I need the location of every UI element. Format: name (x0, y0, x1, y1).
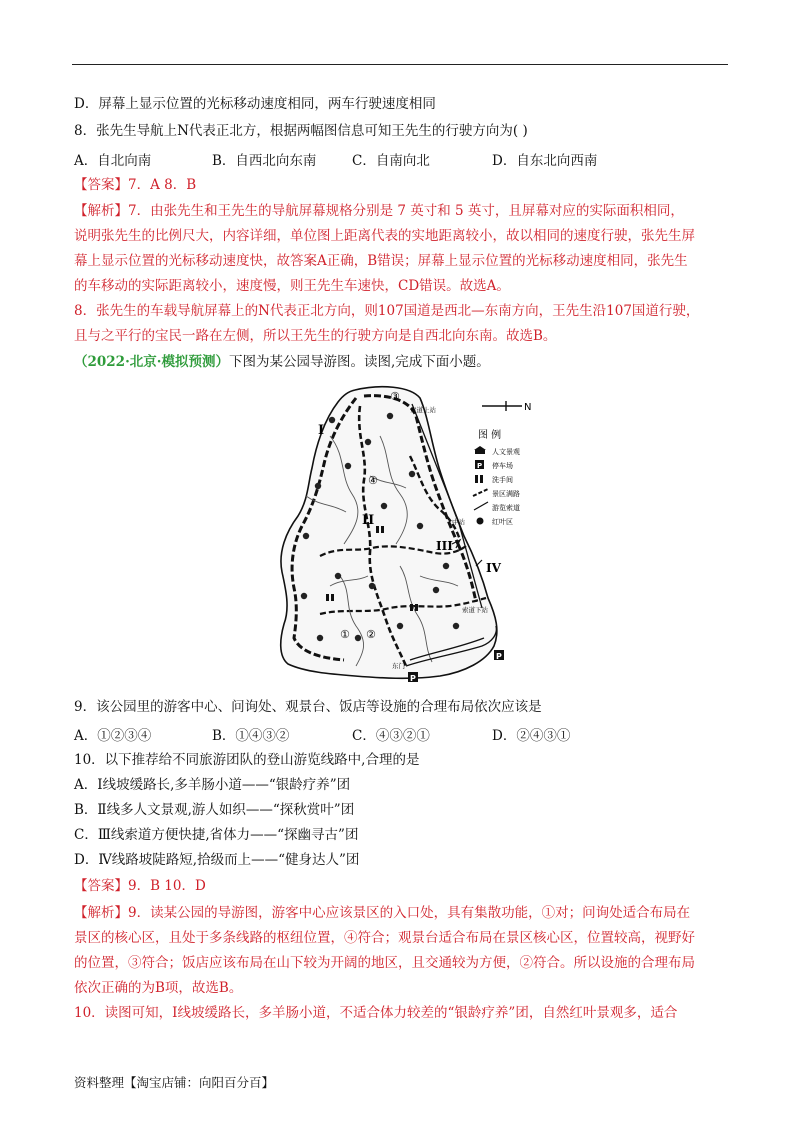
circle-4-label: ④ (368, 474, 378, 487)
mid-station-label: 中站 (452, 518, 465, 526)
analysis2-line-3: 的位置，③符合；饭店应该布局在山下较为开阔的地区，且交通较为方便，②符合。所以设施的合理布局 (74, 955, 695, 971)
legend-item-4: 景区满路 (492, 490, 520, 498)
analysis-line-4: 的车移动的实际距离较小，速度慢，则王先生车速快，CD错误。故选A。 (74, 278, 510, 294)
q9-option-b: B．①④③② (212, 728, 290, 744)
analysis-text: 9．读某公园的导游图，游客中心应该景区的入口处，具有集散功能，①对；问询处适合布局在 (128, 905, 691, 921)
svg-text:P: P (477, 462, 483, 470)
answer-tag: 【答案】 (74, 878, 128, 894)
analysis-text: 7．由张先生和王先生的导航屏幕规格分别是 7 英寸和 5 英寸，且屏幕对应的实际面积相同， (128, 203, 684, 219)
circle-2-label: ② (366, 628, 376, 641)
q10-stem: 10．以下推荐给不同旅游团队的登山游览线路中,合理的是 (74, 752, 420, 768)
q10-option-b: B．Ⅱ线多人文景观,游人如织——“探秋赏叶”团 (74, 802, 355, 818)
analysis2-line-4: 依次正确的为B项，故选B。 (74, 980, 243, 996)
entrance-label: 东门 (392, 662, 405, 670)
q9-option-c: C．④③②① (352, 728, 430, 744)
route-1-label: I (318, 423, 325, 438)
top-station-label: 索道上站 (410, 406, 436, 414)
legend-item-5: 游览索道 (492, 504, 520, 512)
analysis-line-1 (74, 201, 684, 221)
footer-note: 资料整理【淘宝店铺：向阳百分百】 (74, 1075, 275, 1090)
q9-stem: 9．该公园里的游客中心、问询处、观景台、饭店等设施的合理布局依次应该是 (74, 699, 542, 715)
source-tag: （2022·北京·模拟预测） (74, 354, 229, 370)
q10-option-d: D．Ⅳ线路坡陡路短,拾级而上——“健身达人”团 (74, 852, 360, 868)
q8-stem: 8．张先生导航上N代表正北方，根据两幅图信息可知王先生的行驶方向为( ) (74, 123, 528, 139)
analysis2-line-5: 10．读图可知，Ⅰ线坡缓路长，多羊肠小道，不适合体力较差的“银龄疗养”团，自然红叶景观多，适合 (74, 1005, 678, 1021)
answer-text: 9．B 10．D (128, 878, 206, 894)
svg-text:P: P (496, 652, 502, 661)
q8-option-d: D．自东北向西南 (492, 153, 598, 169)
q10-option-c: C．Ⅲ线索道方便快捷,省体力——“探幽寻古”团 (74, 827, 359, 843)
analysis-tag: 【解析】 (74, 905, 128, 921)
answer-9-10 (74, 876, 206, 896)
svg-text:P: P (410, 674, 416, 683)
analysis2-line-1 (74, 903, 690, 923)
legend-item-6: 红叶区 (492, 518, 513, 526)
analysis-line-6: 且与之平行的宝民一路在左侧，所以王先生的行驶方向是自西北向东南。故选B。 (74, 328, 557, 344)
north-label: N (524, 402, 532, 413)
legend-title: 图 例 (478, 430, 502, 441)
q9-option-a: A．①②③④ (74, 728, 152, 744)
legend-item-1: 人文景观 (492, 448, 520, 456)
answer-text: 7．A 8．B (128, 177, 197, 193)
analysis-line-3: 幕上显示位置的光标移动速度快，故答案A正确，B错误；屏幕上显示位置的光标移动速度相同，张先生 (74, 253, 688, 269)
header-rule (72, 64, 728, 65)
circle-1-label: ① (340, 628, 350, 641)
analysis-line-2: 说明张先生的比例尺大，内容详细，单位图上距离代表的实地距离较小，故以相同的速度行驶，张先生屏 (74, 228, 695, 244)
circle-3-label: ③ (390, 390, 400, 403)
legend-red-leaf-icon (477, 518, 484, 525)
intro-line (74, 352, 490, 372)
q10-option-a: A．Ⅰ线坡缓路长,多羊肠小道——“银龄疗养”团 (74, 777, 351, 793)
route-2-label: II (362, 513, 375, 528)
q8-option-c: C．自南向北 (352, 153, 430, 169)
answer-7-8 (74, 175, 196, 195)
q8-option-a: A．自北向南 (74, 153, 152, 169)
bottom-station-label: 索道下站 (462, 606, 488, 614)
q8-option-b: B．自西北向东南 (212, 153, 317, 169)
analysis-line-5: 8．张先生的车载导航屏幕上的N代表正北方向，则107国道是西北—东南方向，王先生沿107国道行驶， (74, 303, 700, 319)
answer-tag: 【答案】 (74, 177, 128, 193)
q7-option-d: D．屏幕上显示位置的光标移动速度相同，两车行驶速度相同 (74, 96, 436, 112)
q9-option-d: D．②④③① (492, 728, 571, 744)
analysis-tag: 【解析】 (74, 203, 128, 219)
route-4-label: IV (486, 561, 501, 575)
analysis2-line-2: 景区的核心区，且处于多条线路的枢纽位置，④符合；观景台适合布局在景区核心区，位置较高，视野好 (74, 930, 695, 946)
route-3-label: III (436, 539, 453, 553)
legend-item-2: 停车场 (492, 462, 513, 470)
intro-text: 下图为某公园导游图。读图,完成下面小题。 (228, 354, 490, 370)
legend-item-3: 洗手间 (492, 476, 513, 484)
park-guide-map (260, 376, 532, 690)
